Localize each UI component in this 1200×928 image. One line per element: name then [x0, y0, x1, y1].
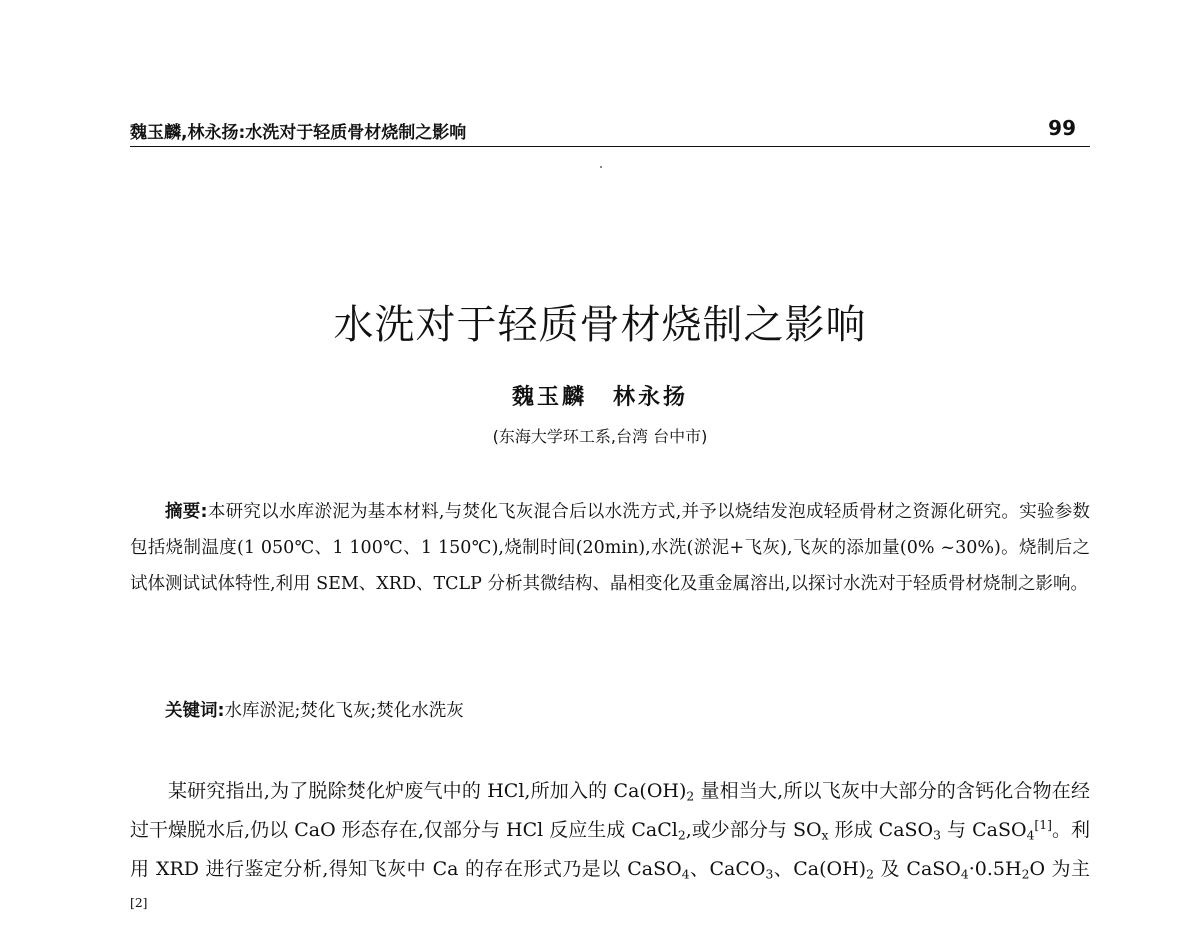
author-name: 林永扬 — [613, 384, 689, 410]
author-name: 魏玉麟 — [511, 384, 587, 410]
abstract-text: 本研究以水库淤泥为基本材料,与焚化飞灰混合后以水洗方式,并予以烧结发泡成轻质骨材之资源化研究。实验参数包括烧制温度(1 050℃、1 100℃、1 150℃),烧制时间(20min),水洗(淤泥+飞灰),飞灰的添加量(0% ~30%)。烧制后之试体测试试体特性,利用 SEM、XRD、TCLP 分析其微结构、晶相变化及重金属溶出,以探讨水洗对于轻质骨材烧制之影响。 — [130, 502, 1091, 594]
author-list — [0, 380, 1200, 411]
citation-ref[interactable]: [1] — [1034, 818, 1052, 833]
center-mark — [600, 166, 602, 168]
affiliation: (东海大学环工系,台湾 台中市) — [492, 427, 708, 446]
running-header — [130, 116, 1090, 147]
page-number: 99 — [1048, 116, 1076, 140]
body-paragraph: 某研究指出,为了脱除焚化炉废气中的 HCl,所加入的 $Ca(OH)_2$ 量相当大,所以飞灰中大部分的含钙化合物在经过干燥脱水后,仍以 CaO 形态存在,仅部分与 HCl 反应生成 CaCl$_2$,或少部分与 $SO_x$ 形成 CaSO$_3$ 与 CaSO$_4$[1]。利用 XRD 进行鉴定分析,得知飞灰中 Ca 的存在形式乃是以 CaSO$_4$、CaCO$_3$、$Ca(OH)_2$ 及 $CaSO_4\cdot 0.5H_2O$ 为主[2] — [130, 780, 1090, 911]
keywords-text: 水库淤泥;焚化飞灰;焚化水洗灰 — [224, 701, 464, 721]
abstract — [130, 494, 1090, 602]
citation-ref[interactable]: [2] — [130, 896, 148, 911]
keywords-label: 关键词: — [165, 701, 225, 721]
running-title: 魏玉麟,林永扬:水洗对于轻质骨材烧制之影响 — [130, 123, 467, 143]
paper-title: 水洗对于轻质骨材烧制之影响 — [333, 301, 867, 348]
abstract-label: 摘要: — [165, 502, 208, 522]
keywords — [130, 696, 1090, 726]
